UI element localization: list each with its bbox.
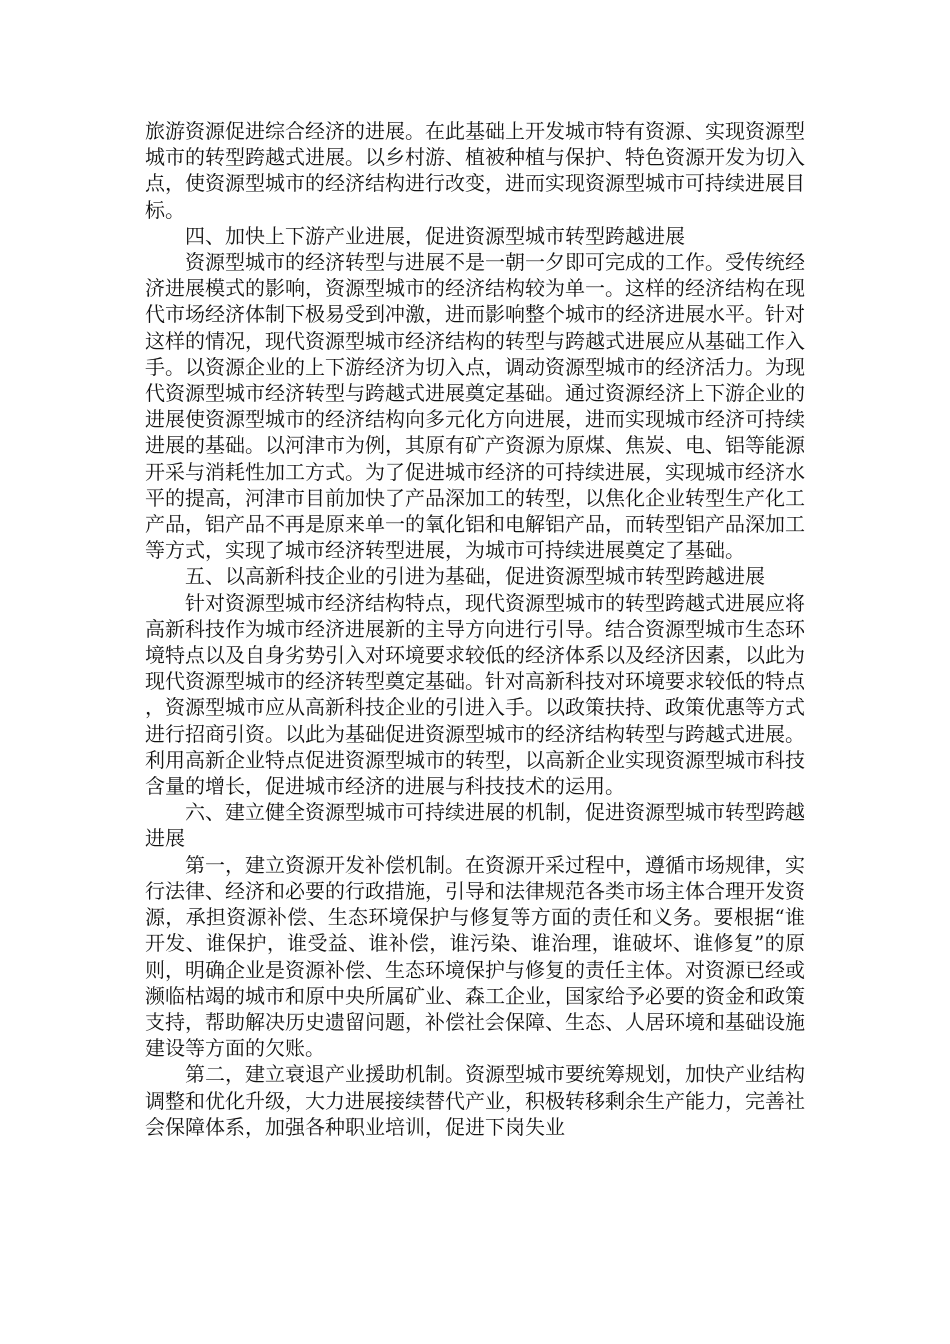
paragraph-section-5: 针对资源型城市经济结构特点，现代资源型城市的转型跨越式进展应将高新科技作为城市经济进展新的主导方向进行引导。结合资源型城市生态环境特点以及自身劣势引入对环境要求较低的经济体系以及经济因素，以此为现代资源型城市的经济转型奠定基础。针对高新科技对环境要求较低的特点，资源型城市应从高新科技企业的引进入手。以政策扶持、政策优惠等方式进行招商引资。以此为基础促进资源型城市的经济结构转型与跨越式进展。利用高新企业特点促进资源型城市的转型，以高新企业实现资源型城市科技含量的增长，促进城市经济的进展与科技技术的运用。 [145,590,805,799]
paragraph-mechanism-2: 第二，建立衰退产业援助机制。资源型城市要统筹规划，加快产业结构调整和优化升级，大力进展接续替代产业，积极转移剩余生产能力，完善社会保障体系，加强各种职业培训，促进下岗失业 [145,1062,805,1139]
section-heading-4: 四、加快上下游产业进展，促进资源型城市转型跨越进展 [185,223,685,248]
paragraph-intro-continued: 旅游资源促进综合经济的进展。在此基础上开发城市特有资源、实现资源型城市的转型跨越式进展。以乡村游、植被种植与保护、特色资源开发为切入点，使资源型城市的经济结构进行改变，进而实现资源型城市可持续进展目标。 [145,119,805,222]
section-heading-5: 五、以高新科技企业的引进为基础，促进资源型城市转型跨越进展 [185,564,765,589]
document-page [145,118,805,1140]
paragraph-mechanism-1: 第一，建立资源开发补偿机制。在资源开采过程中，遵循市场规律，实行法律、经济和必要的行政措施，引导和法律规范各类市场主体合理开发资源，承担资源补偿、生态环境保护与修复等方面的责任和义务。要根据“谁开发、谁保护，谁受益、谁补偿，谁污染、谁治理，谁破坏、谁修复”的原则，明确企业是资源补偿、生态环境保护与修复的责任主体。对资源已经或濒临枯竭的城市和原中央所属矿业、森工企业，国家给予必要的资金和政策支持，帮助解决历史遗留问题，补偿社会保障、生态、人居环境和基础设施建设等方面的欠账。 [145,852,805,1061]
section-heading-6: 六、建立健全资源型城市可持续进展的机制，促进资源型城市转型跨越进展 [145,800,805,851]
paragraph-section-4: 资源型城市的经济转型与进展不是一朝一夕即可完成的工作。受传统经济进展模式的影响，资源型城市的经济结构较为单一。这样的经济结构在现代市场经济体制下极易受到冲激，进而影响整个城市的经济进展水平。针对这样的情况，现代资源型城市经济结构的转型与跨越式进展应从基础工作入手。以资源企业的上下游经济为切入点，调动资源型城市的经济活力。为现代资源型城市经济转型与跨越式进展奠定基础。通过资源经济上下游企业的进展使资源型城市的经济结构向多元化方向进展，进而实现城市经济可持续进展的基础。以河津市为例，其原有矿产资源为原煤、焦炭、电、铝等能源开采与消耗性加工方式。为了促进城市经济的可持续进展，实现城市经济水平的提高，河津市目前加快了产品深加工的转型，以焦化企业转型生产化工产品，铝产品不再是原来单一的氧化铝和电解铝产品，而转型铝产品深加工等方式，实现了城市经济转型进展，为城市可持续进展奠定了基础。 [145,250,805,563]
